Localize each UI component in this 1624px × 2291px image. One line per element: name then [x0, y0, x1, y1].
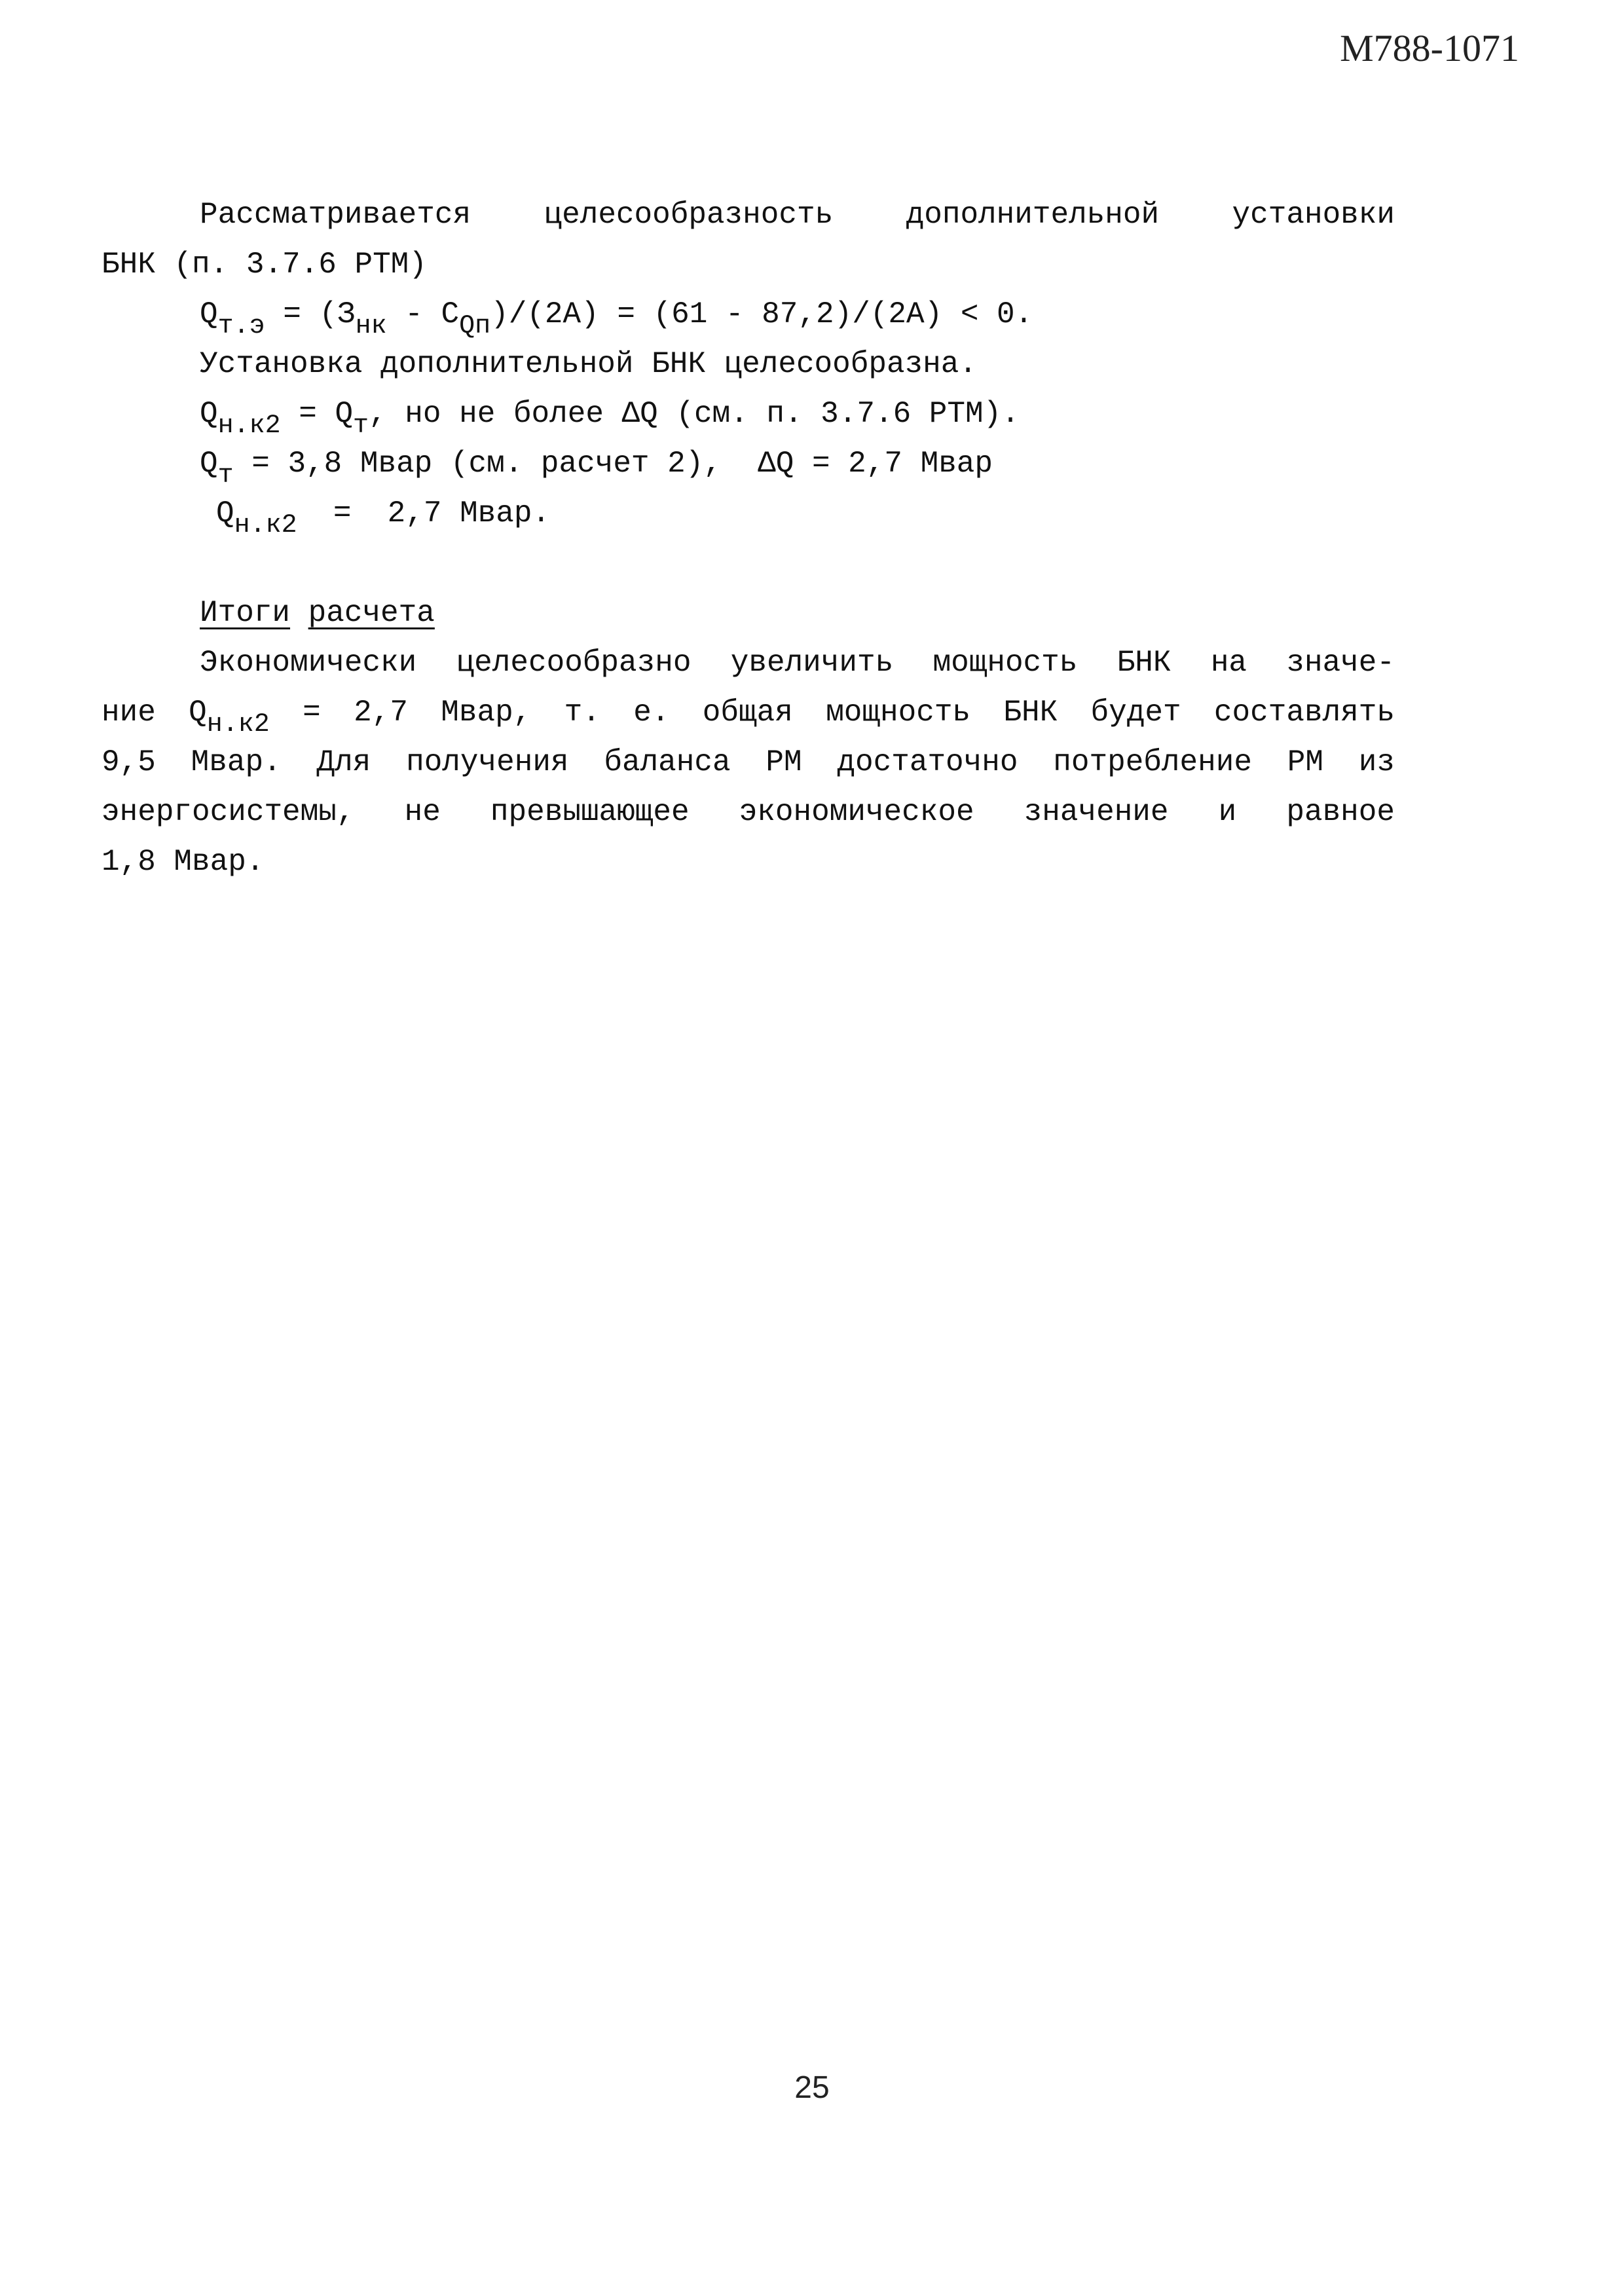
- formula-subscript: нк: [355, 312, 387, 341]
- formula-subscript: н.к2: [234, 511, 297, 540]
- section-heading: [101, 588, 1395, 638]
- formula-symbol: Q: [200, 447, 218, 481]
- formula-q-t: [101, 439, 1395, 489]
- formula-text: , но не более ΔQ (см. п. 3.7.6 РТМ).: [369, 397, 1020, 431]
- main-text: [101, 190, 1395, 887]
- paragraph-line: 9,5 Мвар. Для получения баланса РМ достаточно потребление РМ из: [101, 745, 1395, 779]
- formula-text: = 2,7 Мвар.: [297, 496, 551, 531]
- formula-text: = 2,7 Мвар, т. е. общая мощность БНК будет составлять: [269, 696, 1395, 730]
- paragraph-line: Установка дополнительной БНК целесообразна.: [200, 347, 977, 381]
- formula-text: ние Q: [101, 696, 207, 730]
- formula-symbol: Q: [200, 397, 218, 431]
- formula-subscript: т: [353, 411, 369, 441]
- formula-subscript: т.э: [217, 312, 265, 341]
- formula-text: - С: [386, 297, 460, 331]
- formula-subscript: т: [217, 461, 234, 491]
- heading-word: расчета: [308, 596, 435, 630]
- formula-q-nk2: [101, 389, 1395, 439]
- paragraph-line: Экономически целесообразно увеличить мощность БНК на значе-: [200, 646, 1395, 680]
- formula-text: = Q: [280, 397, 354, 431]
- formula-symbol: Q: [216, 496, 234, 531]
- formula-subscript: н.к2: [206, 710, 270, 739]
- paragraph-line-formula: [101, 688, 1395, 737]
- formula-symbol: Q: [200, 297, 218, 331]
- formula-text: )/(2А) = (61 - 87,2)/(2А) < 0.: [490, 297, 1033, 331]
- formula-q-te: [101, 289, 1395, 339]
- formula-text: = 3,8 Мвар (см. расчет 2), ΔQ = 2,7 Мвар: [233, 447, 993, 481]
- paragraph-line: энергосистемы, не превышающее экономическое значение и равное: [101, 795, 1395, 829]
- formula-text: = (З: [265, 297, 356, 331]
- formula-subscript: Qп: [459, 312, 491, 341]
- paragraph-line: Рассматривается целесообразность дополнительной установки: [200, 198, 1395, 232]
- page-number: 25: [794, 2070, 830, 2105]
- paragraph-line: БНК (п. 3.7.6 РТМ): [101, 248, 427, 282]
- document-code: М788-1071: [1340, 27, 1519, 69]
- formula-subscript: н.к2: [217, 411, 281, 441]
- heading-word: Итоги: [200, 596, 291, 630]
- paragraph-line: 1,8 Мвар.: [101, 845, 265, 879]
- formula-q-nk2-value: [101, 489, 1395, 538]
